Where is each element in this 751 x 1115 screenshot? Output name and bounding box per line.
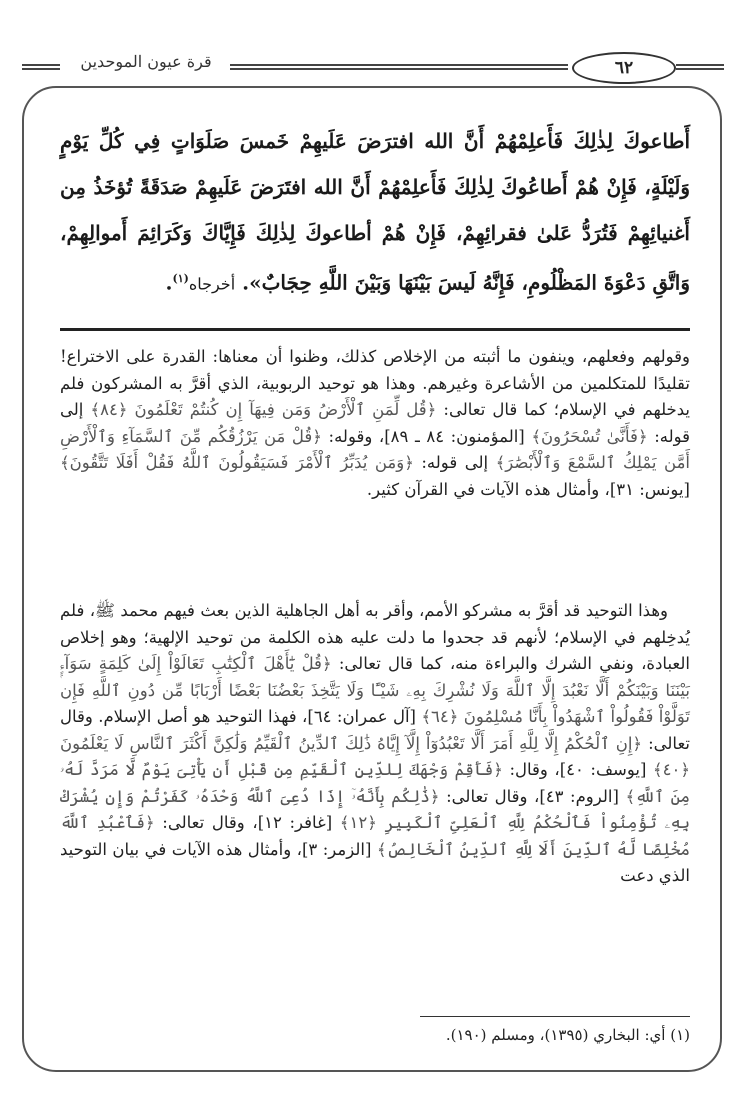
para1-text-3: ، وقوله: (328, 426, 385, 446)
verse-reference: [غافر: ١٢] (257, 813, 333, 832)
quran-verse: ﴿فَأَقِمْ وَجْهَكَ لِلدِّينِ ٱلْقَيِّمِ مِن قَبْلِ أَن يَأْتِىَ يَوْمٌ لَّا مَرَدَّ لَهُۥ مِنَ ٱللَّهِ﴾ (60, 760, 691, 806)
hadith-text: أَطاعوكَ لِذٰلِكَ فَأَعلِمْهُمْ أَنَّ الله افترَضَ عَلَيهِمْ خَمسَ صَلَوَاتٍ فِي كُلِّ يَوْمٍ وَلَيْلَةٍ، فَإِنْ هُمْ أَطاعُوكَ لِذٰلِكَ فَأَعلِمْهُمْ أَنَّ الله افتَرَضَ عَلَيهِمْ صَدَقَةً تُؤخَذُ مِن أَغنيائِهِمْ فَتُرَدُّ عَلىٰ فقرائِهِمْ، فَإِنْ هُمْ أطاعوكَ لِذٰلِكَ فَإِيَّاكَ وَكَرَائِمَ أَموالِهِمْ، وَاتَّقِ دَعْوَةَ المَظْلُومِ، فَإِنَّهُ لَيسَ بَيْنَهَا وَبَيْنَ اللَّهِ حِجَابٌ». (60, 129, 690, 295)
verse-reference: [يوسف: ٤٠] (559, 760, 647, 779)
verse-reference: [يونس: ٣١] (609, 479, 690, 499)
quran-verse: ﴿فَٱعْبُدِ ٱللَّهَ مُخْلِصًا لَّهُ ٱلدِّينَ أَلَا لِلَّهِ ٱلدِّينُ ٱلْخَالِصُ﴾ (60, 813, 690, 859)
verse-reference: [المؤمنون: ٨٤ ـ ٨٩] (384, 426, 525, 446)
para2-text-2: ، فهذا التوحيد هو أصل الإسلام. وقال تعالى: (60, 707, 690, 753)
quran-verse: ﴿قُل لِّمَنِ ٱلْأَرْضُ وَمَن فِيهَآ إِن كُنتُمْ تَعْلَمُونَ ﴿٨٤﴾ (90, 400, 437, 419)
para1-text-4: إلى قوله: (421, 453, 489, 472)
para1-text-2: إلى قوله: (60, 400, 691, 446)
header-rule-middle (230, 64, 568, 70)
quran-verse: ﴿ذَٰلِكُم بِأَنَّهُۥٓ إِذَا دُعِىَ ٱللَّهُ وَحْدَهُۥ كَفَرْتُمْ وَإِن يُشْرَكْ بِهِۦ تُؤْمِنُواْ فَٱلْحُكْمُ لِلَّهِ ٱلْعَلِىِّ ٱلْكَبِيرِ ﴿١٢﴾ (60, 786, 690, 832)
commentary-paragraph-2 (60, 598, 690, 890)
verse-reference: [آل عمران: ٦٤] (307, 707, 416, 726)
para2-text-3: ، وقال: (509, 760, 560, 779)
footnote: (١) أي: البخاري (١٣٩٥)، ومسلم (١٩٠). (445, 1026, 690, 1044)
para2-text-4: ، وقال تعالى: (446, 786, 540, 806)
quran-verse: ﴿فَأَنَّىٰ تُسْحَرُونَ﴾ (531, 426, 648, 446)
header-rule-right (676, 64, 724, 70)
para1-text-1: وقولهم وفعلهم، وينفون ما أثبته من الإخلاص كذلك، وظنوا أن معناها: القدرة على الاختراع! تقليدًا للمتكلمين من الأشاعرة وغيرهم. وهذا هو توحيد الربوبية، الذي أقرَّ به المشركون فلم يدخلهم في الإسلام؛ كما قال تعالى: (60, 347, 691, 419)
quran-verse: ﴿إِنِ ٱلْحُكْمُ إِلَّا لِلَّهِ أَمَرَ أَلَّا تَعْبُدُوٓاْ إِلَّآ إِيَّاهُ ذَٰلِكَ ٱلدِّينُ ٱلْقَيِّمُ وَلَٰكِنَّ أَكْثَرَ ٱلنَّاسِ لَا يَعْلَمُونَ ﴿٤٠﴾ (60, 733, 690, 779)
page-number: ٦٢ (572, 52, 676, 84)
footnote-marker: (١) (172, 272, 189, 285)
para1-text-5: ، وأمثال هذه الآيات في القرآن كثير. (366, 479, 610, 499)
para2-text-1: وهذا التوحيد قد أقرَّ به مشركو الأمم، وأقر به أهل الجاهلية الذين بعث فيهم محمد ﷺ، فلم يُدخِلهم في الإسلام؛ لأنهم قد جحدوا ما دلت عليه هذه الكلمة من توحيد الإلهية؛ وهو إخلاص العبادة، ونفي الشرك والبراءة منه، كما قال تعالى: (60, 601, 691, 673)
para2-text-5: ، وقال تعالى: (162, 813, 258, 832)
running-title: قرة عيون الموحدين (80, 52, 212, 71)
verse-reference: [الروم: ٤٣] (539, 786, 619, 806)
verse-reference: [الزمر: ٣] (301, 839, 372, 859)
commentary-paragraph-1 (60, 344, 690, 503)
header-rule-left (22, 64, 60, 70)
quran-verse: ﴿قُلْ مَن يَرْزُقُكُم مِّنَ ٱلسَّمَآءِ وَٱلْأَرْضِ أَمَّن يَمْلِكُ ٱلسَّمْعَ وَٱلْأَبْصَٰرَ﴾ (60, 426, 690, 472)
hadith-text-block: أَطاعوكَ لِذٰلِكَ فَأَعلِمْهُمْ أَنَّ الله افترَضَ عَلَيهِمْ خَمسَ صَلَوَاتٍ فِي كُلِّ يَوْمٍ وَلَيْلَةٍ، فَإِنْ هُمْ أَطاعُوكَ لِذٰلِكَ فَأَعلِمْهُمْ أَنَّ الله افتَرَضَ عَلَيهِمْ صَدَقَةً تُؤخَذُ مِن أَغنيائِهِمْ فَتُرَدُّ عَلىٰ فقرائِهِمْ، فَإِنْ هُمْ أطاعوكَ لِذٰلِكَ فَإِيَّاكَ وَكَرَائِمَ أَموالِهِمْ، وَاتَّقِ دَعْوَةَ المَظْلُومِ، فَإِنَّهُ لَيسَ بَيْنَهَا وَبَيْنَ اللَّهِ حِجَابٌ». أخرجاه$^{(١)}$. (60, 129, 690, 295)
page-header (0, 0, 751, 90)
section-separator (60, 328, 690, 331)
hadith-reference: أخرجاه (188, 274, 236, 294)
footnote-rule (420, 1016, 690, 1017)
para2-text-6: ، وأمثال هذه الآيات في بيان التوحيد الذي دعت (60, 839, 690, 885)
quran-verse: ﴿وَمَن يُدَبِّرُ ٱلْأَمْرَ فَسَيَقُولُونَ ٱللَّهُ فَقُلْ أَفَلَا تَتَّقُونَ﴾ (60, 453, 414, 472)
quran-verse: ﴿قُلْ يَٰٓأَهْلَ ٱلْكِتَٰبِ تَعَالَوْاْ إِلَىٰ كَلِمَةٍ سَوَآءٍۭ بَيْنَنَا وَبَيْنَكُمْ أَلَّا نَعْبُدَ إِلَّا ٱللَّهَ وَلَا نُشْرِكَ بِهِۦ شَيْـًٔا وَلَا يَتَّخِذَ بَعْضُنَا بَعْضًا أَرْبَابًا مِّن دُونِ ٱللَّهِ فَإِن تَوَلَّوْاْ فَقُولُواْ ٱشْهَدُواْ بِأَنَّا مُسْلِمُونَ ﴿٦٤﴾ (60, 654, 690, 726)
